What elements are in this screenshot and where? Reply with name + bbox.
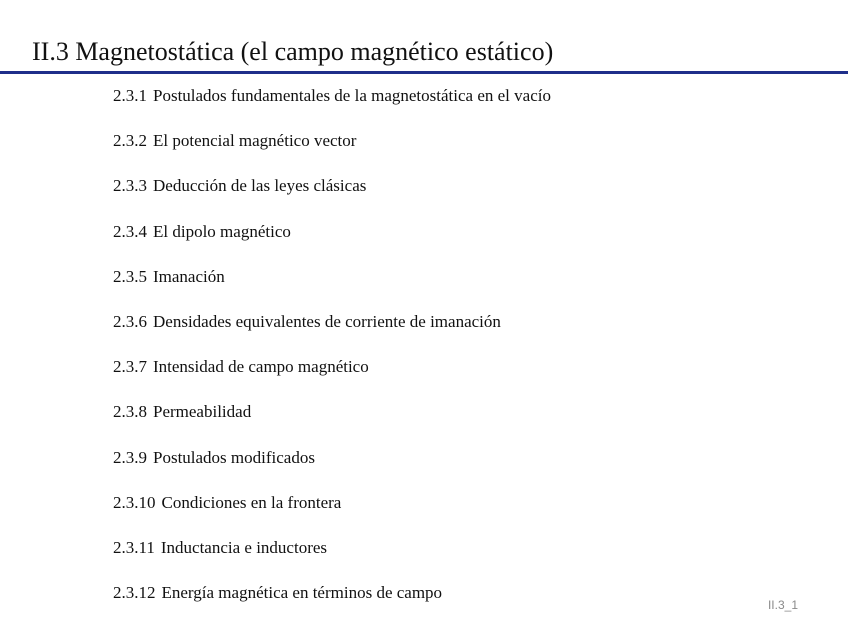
toc-item-number: 2.3.2	[113, 131, 147, 151]
toc-item-label: Permeabilidad	[153, 402, 252, 422]
slide-number: II.3_1	[767, 598, 798, 612]
toc-item-label: Densidades equivalentes de corriente de imanación	[153, 311, 501, 331]
toc-item-number: 2.3.4	[113, 221, 147, 241]
toc-item-number: 2.3.1	[113, 86, 147, 105]
toc-item-number: 2.3.12	[113, 583, 156, 603]
toc-item-label: Intensidad de campo magnético	[153, 357, 369, 377]
table-of-contents	[113, 84, 551, 626]
toc-item-2-3-10	[113, 491, 551, 536]
toc-item-label: Inductancia e inductores	[160, 537, 328, 557]
toc-item-2-3-8	[113, 400, 551, 445]
toc-item-label: Imanación	[153, 266, 225, 286]
toc-item-label: Condiciones en la frontera	[161, 492, 342, 512]
slide-title: II.3 Magnetostática (el campo magnético estático)	[32, 37, 554, 66]
toc-item-2-3-11	[113, 536, 551, 581]
toc-item-2-3-2	[113, 129, 551, 174]
toc-item-label: Deducción de las leyes clásicas	[153, 176, 367, 196]
toc-item-number: 2.3.5	[113, 266, 147, 286]
toc-item-number: 2.3.10	[113, 492, 156, 512]
toc-item-number: 2.3.8	[113, 402, 147, 422]
title-underline	[0, 71, 848, 74]
toc-item-2-3-1	[113, 84, 551, 129]
toc-item-label: Postulados fundamentales de la magnetostática en el vacío	[153, 86, 551, 105]
toc-item-2-3-5	[113, 265, 551, 310]
toc-item-2-3-4	[113, 220, 551, 265]
toc-item-number: 2.3.6	[113, 311, 147, 331]
toc-item-label: El potencial magnético vector	[153, 131, 357, 151]
toc-item-number: 2.3.11	[113, 537, 155, 557]
toc-item-2-3-3	[113, 174, 551, 219]
toc-item-number: 2.3.3	[113, 176, 147, 196]
toc-item-2-3-12	[113, 581, 551, 626]
toc-item-number: 2.3.9	[113, 447, 147, 467]
toc-item-2-3-9	[113, 446, 551, 491]
toc-item-2-3-7	[113, 355, 551, 400]
toc-item-2-3-6	[113, 310, 551, 355]
toc-item-number: 2.3.7	[113, 357, 147, 377]
toc-item-label: Postulados modificados	[153, 447, 315, 467]
toc-item-label: Energía magnética en términos de campo	[161, 583, 443, 603]
toc-item-label: El dipolo magnético	[153, 221, 291, 241]
